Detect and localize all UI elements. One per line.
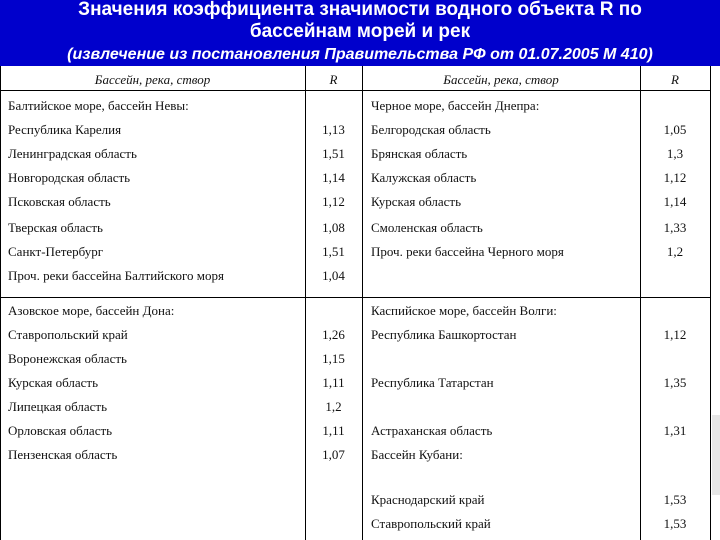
side-scroll-strip	[712, 415, 720, 495]
table-row-name: Проч. реки бассейна Черного моря	[371, 244, 564, 259]
table-row-r: 1,14	[663, 194, 687, 209]
table-row-r: 1,3	[666, 146, 684, 161]
table-row-r: 1,53	[663, 492, 687, 507]
table-row-r: 1,12	[663, 170, 687, 185]
table-row-r: 1,12	[663, 327, 687, 342]
table-row-r: 1,08	[322, 220, 345, 235]
table-row-name: Санкт-Петербург	[8, 244, 104, 259]
table-row-name: Республика Башкортостан	[371, 327, 517, 342]
table-row-r: 1,53	[663, 516, 687, 531]
table-row-name: Республика Татарстан	[371, 375, 494, 390]
table-row-name: Курская область	[371, 194, 462, 209]
table-row-r: 1,51	[322, 146, 345, 161]
table-row-name: Белгородская область	[371, 122, 491, 137]
table-row-name: Тверская область	[8, 220, 103, 235]
table-row-r: 1,2	[666, 244, 684, 259]
table-row-name: Смоленская область	[371, 220, 483, 235]
table-row-r: 1,12	[322, 194, 345, 209]
table-row-name: Ставропольский край	[371, 516, 491, 531]
table-row-r: 1,11	[322, 375, 345, 390]
column-header-right-r: R	[671, 72, 679, 87]
table-row-name: Брянская область	[371, 146, 468, 161]
table-row-r: 1,14	[322, 170, 345, 185]
table-row-name: Краснодарский край	[371, 492, 485, 507]
table-row-name: Ленинградская область	[8, 146, 137, 161]
section-title-kuban: Бассейн Кубани:	[371, 447, 463, 462]
section-title-baltic: Балтийское море, бассейн Невы:	[8, 98, 189, 113]
column-header-right-name: Бассейн, река, створ	[443, 72, 559, 87]
table-row-name: Воронежская область	[8, 351, 127, 366]
table-row-r: 1,26	[322, 327, 345, 342]
table-row-name: Астраханская область	[371, 423, 493, 438]
table-row-r: 1,11	[322, 423, 345, 438]
table-row-name: Псковская область	[8, 194, 111, 209]
header-row-divider	[0, 90, 711, 91]
table-row-r: 1,05	[663, 122, 687, 137]
table-row-r: 1,31	[663, 423, 687, 438]
title-line-1: Значения коэффициента значимости водного объекта R по	[78, 0, 642, 20]
slide-header	[0, 0, 720, 66]
table-border-left	[0, 66, 1, 540]
table-row-name: Пензенская область	[8, 447, 118, 462]
table-row-name: Проч. реки бассейна Балтийского моря	[8, 268, 224, 283]
table-row-r: 1,2	[325, 399, 342, 414]
table-row-name: Курская область	[8, 375, 99, 390]
subtitle: (извлечение из постановления Правительства РФ от 01.07.2005 M 410)	[67, 46, 653, 63]
section-title-black-sea: Черное море, бассейн Днепра:	[371, 98, 540, 113]
section-title-azov: Азовское море, бассейн Дона:	[8, 303, 175, 318]
column-divider-2	[362, 66, 363, 540]
table-border-right	[710, 66, 711, 540]
table-row-r: 1,35	[663, 375, 687, 390]
table-row-name: Липецкая область	[8, 399, 108, 414]
table-row-r: 1,07	[322, 447, 345, 462]
table-row-name: Калужская область	[371, 170, 477, 185]
table-row-name: Республика Карелия	[8, 122, 122, 137]
section-title-caspian: Каспийское море, бассейн Волги:	[371, 303, 557, 318]
title-line-2: бассейнам морей и рек	[249, 21, 471, 42]
section-divider	[0, 297, 711, 298]
table-row-r: 1,51	[322, 244, 345, 259]
table-row-name: Ставропольский край	[8, 327, 128, 342]
table-row-name: Новгородская область	[8, 170, 131, 185]
table-row-r: 1,15	[322, 351, 345, 366]
column-header-left-r: R	[329, 72, 338, 87]
table-row-r: 1,13	[322, 122, 345, 137]
table-row-r: 1,04	[322, 268, 345, 283]
table-row-name: Орловская область	[8, 423, 113, 438]
column-header-left-name: Бассейн, река, створ	[94, 72, 211, 87]
table-row-r: 1,33	[663, 220, 687, 235]
